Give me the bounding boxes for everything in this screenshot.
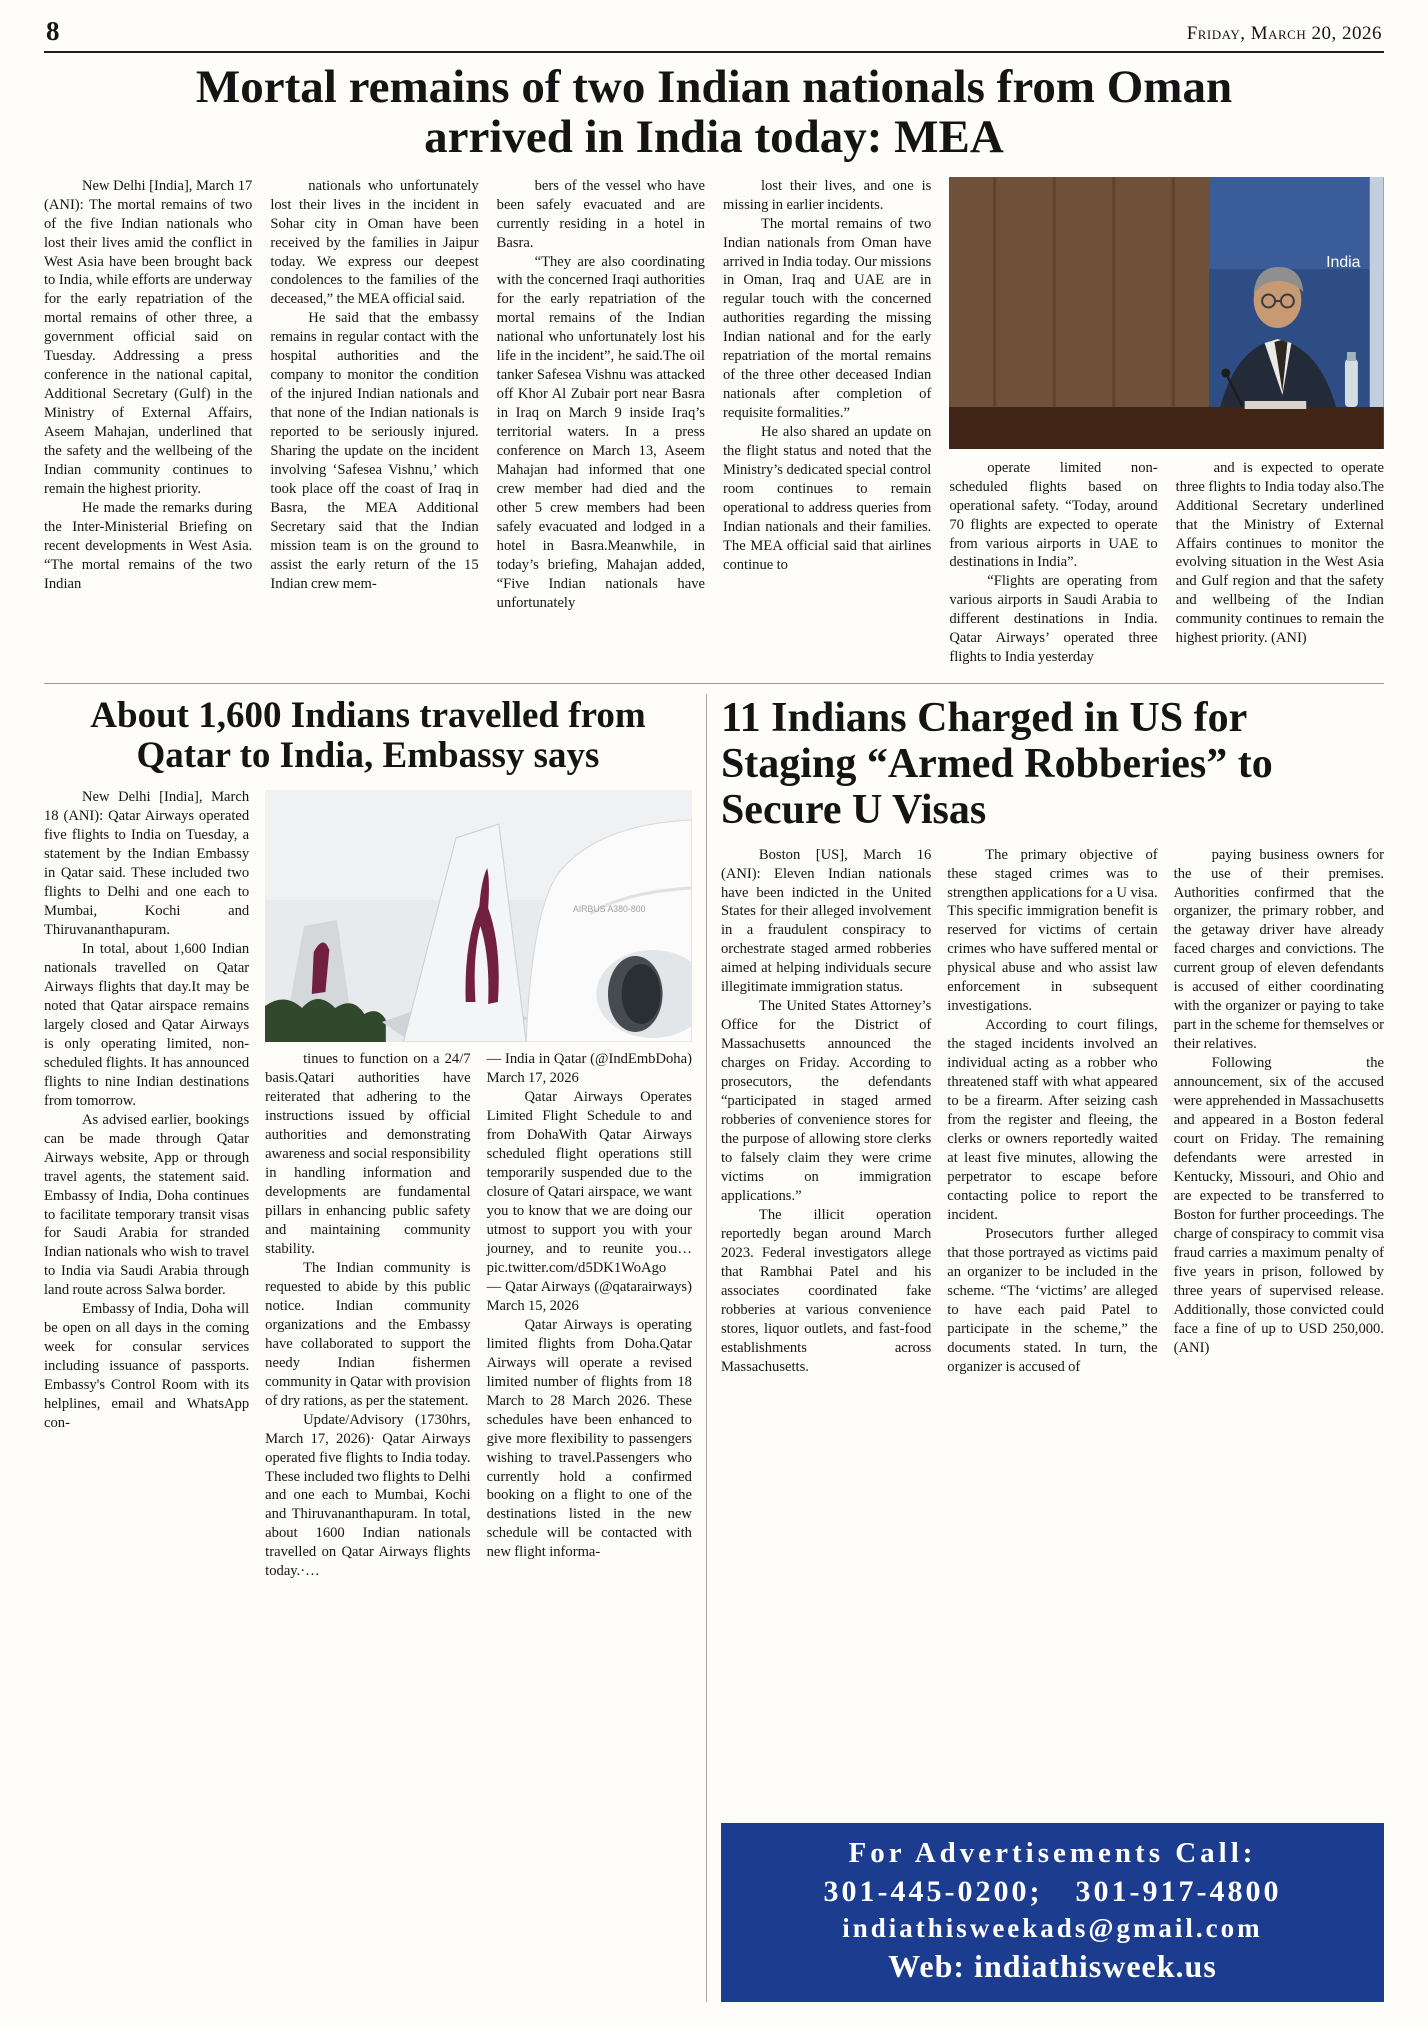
papers [1245,401,1307,409]
paragraph: Qatar Airways Operates Limited Flight Schedule to and from DohaWith Qatar Airways scheduled flight operations still temporarily suspended due to the closure of Qatari airspace, we want you to know that we are doing our utmost to support you with your journey, and to reunite you… pic.twitter.com/d5DK1WoAgo [486,1089,692,1276]
paragraph: and is expected to operate three flights to India today also.The Additional Secretary underlined that the Ministry of External Affairs continues to monitor the evolving situation in the West Asia and Gulf region and that the safety and wellbeing of the Indian community continues to remain the highest priority. (ANI) [1175,459,1384,647]
article2-column-1 [44,788,249,2002]
article1-column-2 [270,177,478,668]
paragraph: — Qatar Airways (@qatarairways) March 15, 2026 [486,1278,692,1314]
paragraph: tinues to function on a 24/7 basis.Qatari authorities have reiterated that adhering to the instructions issued by official authorities and demonstrating awareness and social responsibility in handling information and developments are fundamental pillars in enhancing public safety and maintaining community stability. [265,1051,471,1257]
article1-subcolumns [949,459,1384,668]
paragraph: New Delhi [India], March 18 (ANI): Qatar Airways operated five flights to India on Tuesday, a statement by the Indian Embassy in Qatar said. These included two flights to Delhi and one each to Mumbai, Kochi and Thiruvananthapuram. [44,789,250,938]
article3-column-3 [1174,846,1384,1377]
paragraph: “They are also coordinating with the concerned Iraqi authorities for the early repatriation of the mortal remains of the Indian national who unfortunately lost his life in the incident”, he said.The oil tanker Safesea Vishnu was attacked off Khor Al Zubair port near Basra in Iraq on March 9 inside Iraq’s territorial waters. In a press conference on March 13, Aseem Mahajan had informed that one crew member had died and the other 5 crew members had been safely evacuated and lodged in a hotel in Basra.Meanwhile, in today’s briefing, Mahajan added, “Five Indian nationals have unfortunately [496,253,705,611]
article2-photo-block [265,788,692,2002]
ad-email: indiathisweekads@gmail.com [842,1913,1263,1944]
lower-section [44,694,1384,2002]
article1-column-1 [44,177,252,668]
article2-column-2 [265,1050,470,1581]
article3-headline: 11 Indians Charged in US for Staging “Armed Robberies” to Secure U Visas [720,695,1273,833]
paragraph: Following the announcement, six of the accused were apprehended in Massachusetts and appeared in a Boston federal court on Friday. The remaining defendants were arrested in Kentucky, Missouri, and Ohio and are expected to be transferred to Boston for further proceedings. The charge of conspiracy to commit visa fraud carries a maximum penalty of five years in prison, followed by three years of supervised release. Additionally, those convicted could face a fine of up to USD 250,000. (ANI) [1173,1055,1384,1356]
ad-call-heading: For Advertisements Call: [848,1836,1257,1869]
paragraph: operate limited non-scheduled flights based on operational safety. “Today, around 70 flights are expected to operate from various airports in UAE to destinations in India”. [949,459,1158,571]
advertisement-box [721,1823,1384,2002]
paragraph: Boston [US], March 16 (ANI): Eleven Indian nationals have been indicted in the United States for their alleged involvement in a fraudulent conspiracy to orchestrate staged armed robberies aimed at helping individuals secure illegitimate immigration status. [720,846,932,996]
paragraph: The United States Attorney’s Office for the District of Massachusetts announced the charges on Friday. According to prosecutors, the defendants “participated in staged armed robberies of convenience stores for the purpose of allowing store clerks to falsely claim they were crime victims on immigration applications.” [720,998,932,1205]
microphone-head [1222,368,1231,377]
backdrop-india-text: India [1326,253,1361,271]
paragraph: Update/Advisory (1730hrs, March 17, 2026)· Qatar Airways operated five flights to India today. These included two flights to Delhi and one each to Mumbai, Kochi and Thiruvananthapuram. In total, about 1600 Indian nationals travelled on Qatar Airways flights today.·… [265,1411,471,1580]
paragraph: The Indian community is requested to abide by this public notice. Indian community organizations and the Embassy have collaborated to support the needy Indian fishermen community in Qatar with provision of dry rations, as per the statement. [265,1259,471,1409]
paragraph: Embassy of India, Doha will be open on all days in the coming week for consular services including issuance of passports. Embassy's Control Room with its helplines, email and WhatsApp con- [44,1301,250,1432]
paragraph: New Delhi [India], March 17 (ANI): The mortal remains of two of the five Indian nationals who lost their lives amid the conflict in West Asia have been brought back to India, while efforts are underway for the early repatriation of the mortal remains of other three, a government official said on Tuesday. Addressing a press conference in the national capital, Additional Secretary (Gulf) in the Ministry of External Affairs, Aseem Mahajan, underlined that the safety and the wellbeing of the Indian community continues to remain the highest priority. [44,177,253,498]
paragraph: Prosecutors further alleged that those portrayed as victims paid an organizer to be included in the scheme. “The ‘victims’ are alleged to have each paid Patel to participate in the scheme,” the documents stated. In turn, the organizer is accused of [947,1225,1158,1375]
paragraph: As advised earlier, bookings can be made through Qatar Airways website, App or through travel agents, the statement said. Embassy of India, Doha continues to facilitate temporary transit visas for Saudi Arabia for stranded Indian nationals who wish to travel to India via Saudi Arabia through land route across Salwa border. [44,1111,250,1299]
paragraph: lost their lives, and one is missing in earlier incidents. [722,177,932,213]
article1-headline: Mortal remains of two Indian nationals from Oman arrived in India today: MEA [195,61,1233,163]
paragraph: The primary objective of these staged crimes was to strengthen applications for a U visa. This specific immigration benefit is reserved for victims of certain crimes who have suffered mental or physical abuse and who assist law enforcement in subsequent investigations. [947,846,1158,1015]
article1-column-6 [1176,459,1384,668]
paragraph: Qatar Airways is operating limited flights from Doha.Qatar Airways will operate a revised limited number of flights from 18 March to 28 March 2026. These schedules have been enhanced to give more flexibility to passengers wishing to travel.Passengers who currently hold a confirmed booking on a flight to one of the destinations listed in the new schedule will be contacted with new flight informa- [486,1316,692,1561]
paragraph: — India in Qatar (@IndEmbDoha) March 17, 2026 [486,1051,692,1087]
paragraph: The mortal remains of two Indian nationals from Oman have arrived in India today. Our missions in Oman, Iraq and UAE are in regular touch with the concerned authorities regarding the missing Indian national and for the early repatriation of the mortal remains of the three other deceased Indian nationals after completion of requisite formalities.” [722,215,932,422]
article-mortal-remains [44,53,1384,667]
paragraph: bers of the vessel who have been safely evacuated and are currently residing in a hotel in Basra. [496,177,705,251]
paragraph: The illicit operation reportedly began around March 2023. Federal investigators allege that Rambhai Patel and his associates coordinated fake robberies at various convenience stores, liquor outlets, and fast-food establishments across Massachusetts. [720,1206,932,1375]
article-qatar-flights [44,694,706,2002]
article2-subcolumns [265,1050,692,1581]
section-divider-rule [44,683,1384,684]
article1-column-3 [497,177,705,668]
ad-phone-numbers: 301-445-0200; 301-917-4800 [823,1875,1282,1909]
paragraph: According to court filings, the staged incidents involved an individual acting as a robber who threatened staff with what appeared to be a firearm. After seizing cash from the register and fleeing, the clerks or owners reportedly waited at least five minutes, allowing the perpetrator to escape before contacting police to report the incident. [947,1017,1158,1223]
water-bottle [1345,352,1358,407]
article3-column-2 [947,846,1157,1377]
desk [949,407,1384,449]
paragraph: paying business owners for the use of their premises. Authorities confirmed that the organizer, the primary robber, and the getaway driver have already faced charges and convictions. The current group of eleven defendants is accused of either coordinating with the organizer or paying to take part in the scheme for themselves or their relatives. [1173,846,1384,1053]
article-us-visa-fraud [707,694,1384,2002]
article1-column-4 [723,177,931,668]
ad-website: Web: indiathisweek.us [888,1948,1217,1985]
paragraph: nationals who unfortunately lost their lives in the incident in Sohar city in Oman have been received by the families in Jaipur today. We express our deepest condolences to the families of the deceased,” the MEA official said. [270,177,479,308]
page-number: 8 [46,16,60,46]
paragraph: He made the remarks during the Inter-Ministerial Briefing on recent developments in West Asia. “The mortal remains of the two Indian [44,500,253,592]
issue-date: Friday, March 20, 2026 [1186,23,1382,44]
article2-body [44,788,692,2002]
paragraph: “Flights are operating from various airports in Saudi Arabia to different destinations in India. Qatar Airways’ operated three flights to India yesterday [949,573,1158,666]
article2-headline: About 1,600 Indians travelled from Qatar to India, Embassy says [90,695,646,777]
qatar-airways-photo [265,790,692,1042]
paragraph: He also shared an update on the flight status and noted that the Ministry’s dedicated special control room continues to remain operational to address queries from Indian nationals and their families. The MEA official said that airlines continue to [722,424,932,573]
article3-column-1 [721,846,931,1377]
article1-photo-block [949,177,1384,668]
article2-column-3 [487,1050,692,1581]
masthead [44,16,1384,51]
article1-body [44,177,1384,668]
article1-column-5 [949,459,1157,668]
press-conference-photo [949,177,1384,449]
article3-body [721,846,1384,1377]
paragraph: In total, about 1,600 Indian nationals travelled on Qatar Airways flights that day.It may be noted that Qatar airspace remains largely closed and Qatar Airways is only operating limited, non-scheduled flights. It has announced flights to nine Indian destinations from tomorrow. [44,940,250,1109]
plane-model-text: AIRBUS A380-800 [573,904,646,915]
paragraph: He said that the embassy remains in regular contact with the hospital authorities and the company to monitor the condition of the injured Indian nationals and that none of the Indian nationals is reported to be seriously injured. Sharing the update on the incident involving ‘Safesea Vishnu,’ which took place off the coast of Iraq in Basra, the MEA Additional Secretary said that the Indian mission team is on the ground to assist the early return of the 15 Indian crew mem- [270,310,479,592]
